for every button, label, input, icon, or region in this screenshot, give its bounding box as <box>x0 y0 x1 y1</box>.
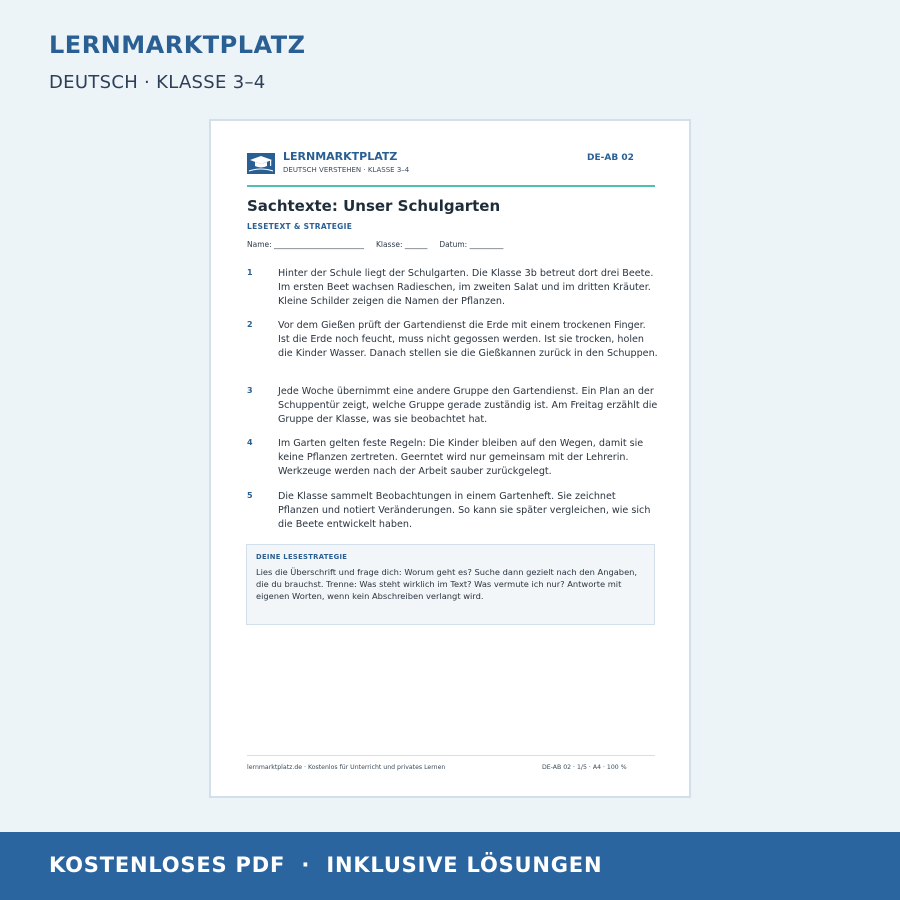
footer-source: lernmarktplatz.de · Kostenlos für Unterricht und privates Lernen <box>247 764 446 771</box>
name-class-date-fields: Name: ________________________ Klasse: ______ Datum: _________ <box>247 240 504 249</box>
footer-divider <box>247 755 655 756</box>
graduation-cap-book-icon <box>247 150 275 174</box>
bottom-banner <box>0 832 900 900</box>
logo-tagline: DEUTSCH VERSTEHEN · KLASSE 3–4 <box>283 166 410 174</box>
paragraph-text: Vor dem Gießen prüft der Gartendienst die Erde mit einem trockenen Finger. Ist die Erde noch feucht, muss nicht gegossen werden. Ist sie trocken, holen die Kinder Wasser. Danach stellen sie die Gießkannen zurück in den Schuppen. <box>278 320 658 359</box>
paragraph-text: Die Klasse sammelt Beobachtungen in einem Gartenheft. Sie zeichnet Pflanzen und notiert Veränderungen. So kann sie später vergleichen, wie sich die Beete entwickelt haben. <box>278 491 651 530</box>
paragraph-number: 2 <box>247 320 253 329</box>
banner-text: KOSTENLOSES PDF · INKLUSIVE LÖSUNGEN <box>49 853 603 877</box>
worksheet-preview <box>209 119 691 798</box>
section-label: LESETEXT & STRATEGIE <box>247 222 353 231</box>
brand-title: LERNMARKTPLATZ <box>49 31 306 59</box>
reading-strategy-box <box>246 544 655 625</box>
paragraph-text: Hinter der Schule liegt der Schulgarten. Die Klasse 3b betreut dort drei Beete. Im ersten Beet wachsen Radieschen, im zweiten Salat und im dritten Kräuter. Kleine Schilder zeigen die Namen der Pflanzen. <box>278 268 654 307</box>
paragraph-number: 5 <box>247 491 253 500</box>
header-divider <box>247 185 655 187</box>
paragraph-number: 4 <box>247 438 253 447</box>
strategy-title: DEINE LESESTRATEGIE <box>256 553 348 561</box>
strategy-text: Lies die Überschrift und frage dich: Worum geht es? Suche dann gezielt nach den Angaben, die du brauchst. Trenne: Was steht wirklich im Text? Was vermute ich nur? Antworte mit eigenen Worten, wenn kein Abschreiben verlangt wird. <box>256 567 638 601</box>
footer-page-info: DE-AB 02 · 1/5 · A4 · 100 % <box>542 764 627 771</box>
brand-subtitle: DEUTSCH · KLASSE 3–4 <box>49 72 266 93</box>
paragraph-text: Jede Woche übernimmt eine andere Gruppe den Gartendienst. Ein Plan an der Schuppentür zeigt, welche Gruppe gerade zuständig ist. Am Freitag erzählt die Gruppe der Klasse, was sie beobachtet hat. <box>278 386 658 425</box>
paragraph-number: 3 <box>247 386 253 395</box>
sheet-title: Sachtexte: Unser Schulgarten <box>247 197 501 215</box>
logo-name: LERNMARKTPLATZ <box>283 150 398 163</box>
sheet-code: DE-AB 02 <box>587 153 634 163</box>
paragraph-text: Im Garten gelten feste Regeln: Die Kinder bleiben auf den Wegen, damit sie keine Pflanzen zertreten. Geerntet wird nur gemeinsam mit der Lehrerin. Werkzeuge werden nach der Arbeit sauber zurückgelegt. <box>278 438 644 477</box>
paragraph-number: 1 <box>247 268 253 277</box>
